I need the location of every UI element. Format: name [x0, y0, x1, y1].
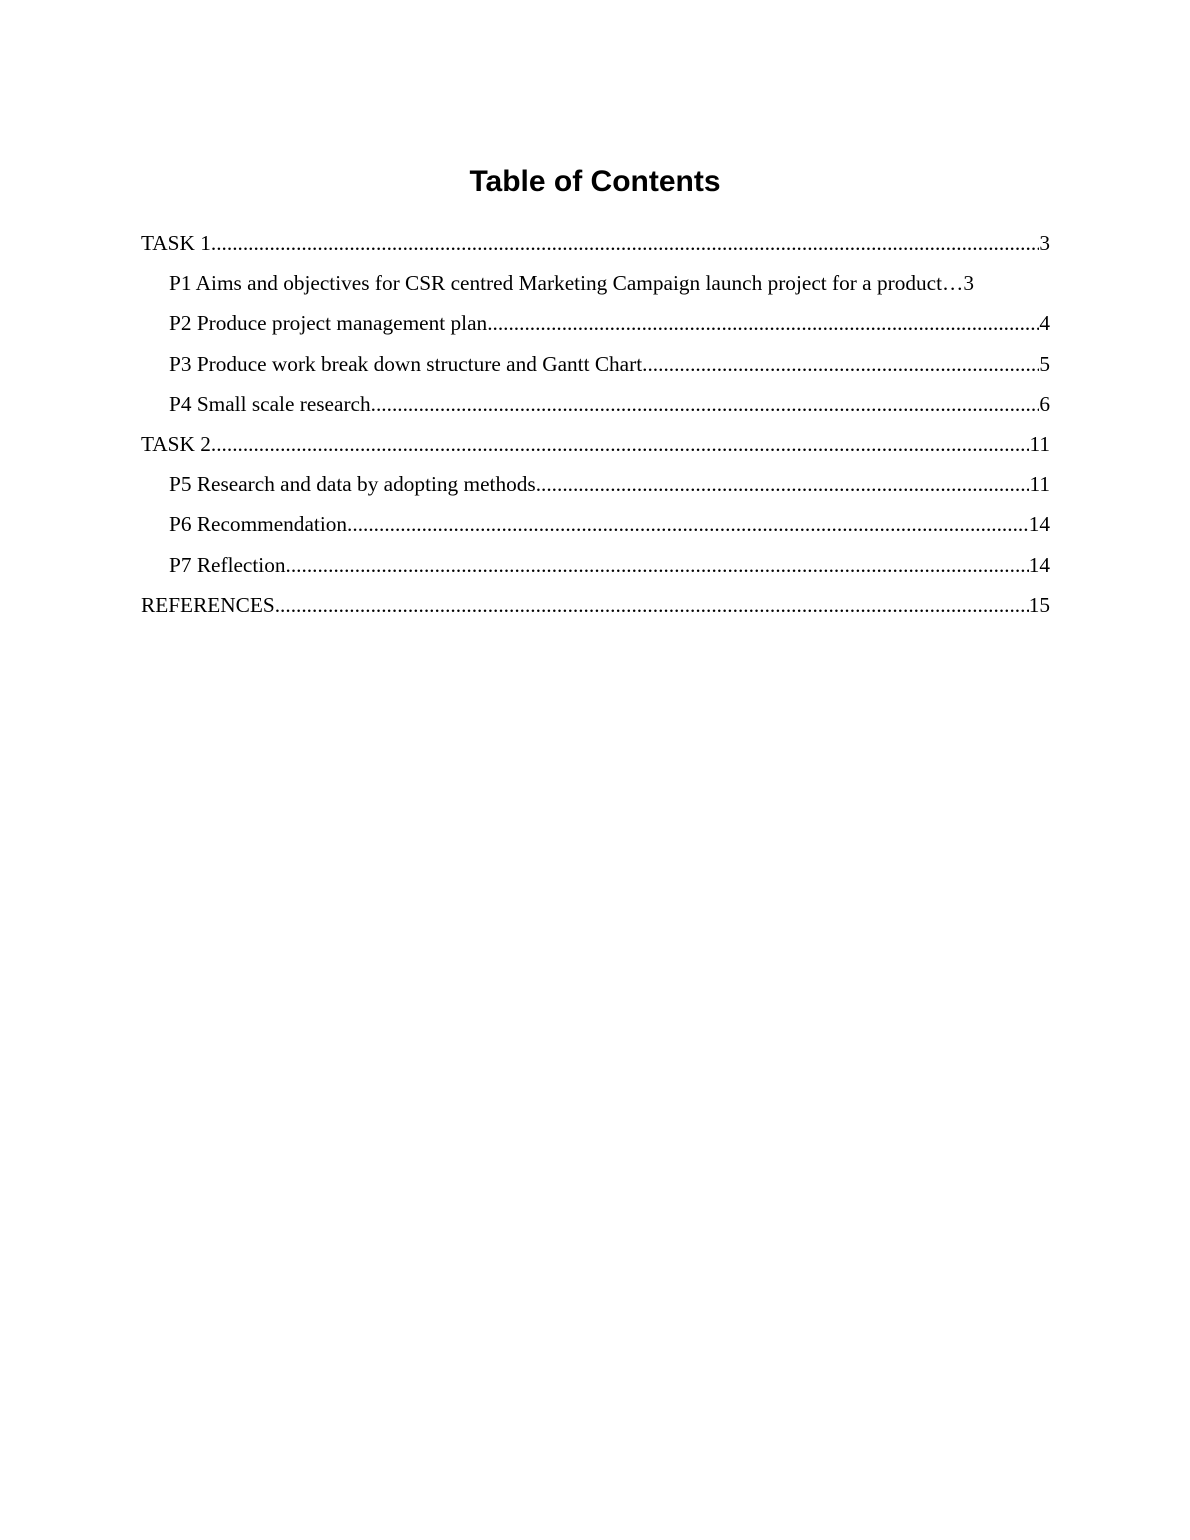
toc-page-number: 11 — [1029, 431, 1050, 456]
toc-entry-p6[interactable] — [141, 509, 1050, 549]
toc-dot-leader — [371, 389, 1040, 419]
toc-dot-leader — [275, 590, 1029, 620]
toc-page-number: 14 — [1028, 512, 1050, 537]
toc-page-number: 3 — [1039, 231, 1050, 255]
toc-entry-label: P1 Aims and objectives for CSR centred Marketing Campaign launch project for a product — [169, 271, 943, 296]
toc-title: Table of Contents — [469, 165, 721, 198]
toc-entry-label: P4 Small scale research — [169, 391, 371, 416]
toc-entry-label: REFERENCES — [141, 592, 275, 617]
toc-entry-references[interactable] — [141, 590, 1050, 630]
toc-ellipsis-leader: … — [942, 271, 964, 296]
toc-dot-leader — [286, 550, 1029, 580]
toc-entry-label: P3 Produce work break down structure and Gantt Chart — [169, 351, 643, 376]
toc-page-number: 3 — [963, 271, 974, 296]
toc-entry-task-2[interactable] — [141, 429, 1050, 469]
toc-dot-leader — [211, 228, 1039, 258]
toc-entry-label: TASK 2 — [141, 431, 211, 456]
toc-entry-label: P2 Produce project management plan — [169, 311, 488, 336]
toc-page-number: 15 — [1028, 592, 1050, 617]
toc-entry-label: TASK 1 — [141, 231, 211, 255]
toc-list — [141, 228, 1050, 630]
toc-entry-label: P6 Recommendation — [169, 512, 348, 537]
toc-dot-leader — [487, 308, 1039, 338]
toc-entry-p2[interactable] — [141, 308, 1050, 348]
toc-page-number: 11 — [1029, 472, 1050, 497]
toc-page-number: 4 — [1039, 311, 1050, 336]
toc-entry-label: P7 Reflection — [169, 552, 286, 577]
toc-page-number: 14 — [1028, 552, 1050, 577]
toc-entry-p4[interactable] — [141, 389, 1050, 429]
toc-entry-p3[interactable] — [141, 349, 1050, 389]
toc-dot-leader — [211, 429, 1030, 459]
toc-dot-leader — [536, 469, 1030, 499]
toc-entry-p5[interactable] — [141, 469, 1050, 509]
toc-entry-label: P5 Research and data by adopting methods — [169, 472, 536, 497]
toc-dot-leader — [642, 349, 1039, 379]
toc-dot-leader — [347, 509, 1029, 539]
toc-entry-task-1[interactable] — [141, 228, 1050, 268]
toc-page-number: 6 — [1039, 391, 1050, 416]
toc-entry-p7[interactable] — [141, 550, 1050, 590]
toc-page-number: 5 — [1039, 351, 1050, 376]
toc-entry-p1[interactable] — [141, 268, 1050, 308]
